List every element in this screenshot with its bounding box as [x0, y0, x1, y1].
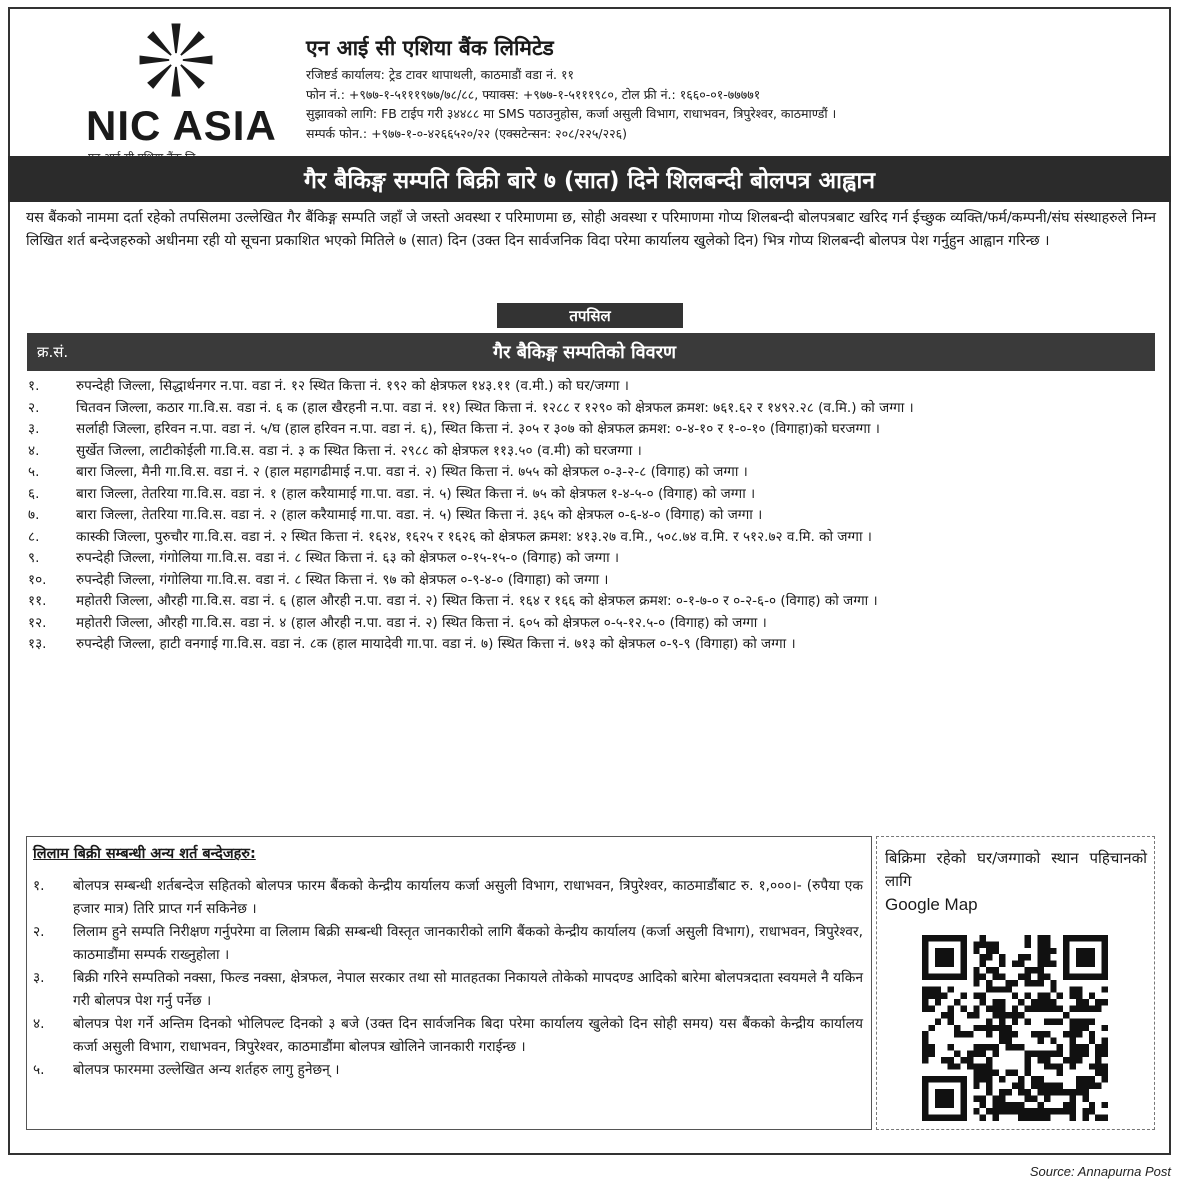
column-description: गैर बैकिङ्ग सम्पतिको विवरण — [493, 342, 677, 363]
item-number: ४. — [28, 442, 40, 459]
item-text: बारा जिल्ला, तेतरिया गा.वि.स. वडा नं. २ (हाल करैयामाई गा.पा. वडा. नं. ५) स्थित कित्ता नं. ३६५ को क्षेत्रफल ०-६-४-० (विगाह) को जग्गा । — [76, 507, 763, 523]
item-number: ६. — [28, 485, 40, 502]
bank-name: एन आई सी एशिया बैंक लिमिटेड — [306, 36, 554, 60]
item-text: बोलपत्र फारममा उल्लेखित अन्य शर्तहरु लागु हुनेछन् । — [73, 1062, 340, 1078]
list-item — [28, 441, 1154, 463]
qr-code-icon[interactable] — [922, 935, 1108, 1121]
item-number: ३. — [28, 421, 40, 437]
tapasil-heading — [497, 303, 683, 328]
bank-logo — [18, 18, 286, 154]
logo-text: NIC ASIA — [86, 102, 277, 149]
list-item — [28, 505, 1154, 527]
item-text: रुपन्देही जिल्ला, गंगोलिया गा.वि.स. वडा नं. ८ स्थित कित्ता नं. ६३ को क्षेत्रफल ०-१५-१५-० (विगाह) को जग्गा । — [76, 550, 620, 566]
map-label: Google Map — [885, 895, 978, 914]
list-item — [28, 548, 1154, 570]
item-text: रुपन्देही जिल्ला, गंगोलिया गा.वि.स. वडा नं. ८ स्थित कित्ता नं. ९७ को क्षेत्रफल ०-९-४-० (विगाहा) को जग्गा । — [76, 571, 609, 588]
bank-address: रजिष्टर्ड कार्यालय: ट्रेड टावर थापाथली, काठमाडौं वडा नं. ११ — [306, 67, 575, 82]
item-number: ५. — [28, 464, 40, 480]
list-item — [28, 591, 1154, 613]
item-text: महोतरी जिल्ला, औरही गा.वि.स. वडा नं. ६ (हाल औरही न.पा. वडा नं. २) स्थित कित्ता नं. १६४ र १६६ को क्षेत्रफल क्रमश: ०-१-७-० र ०-२-६-० (विगाह) को जग्गा । — [76, 593, 878, 609]
list-item — [28, 419, 1154, 441]
item-text: बारा जिल्ला, मैनी गा.वि.स. वडा नं. २ (हाल महागढीमाई न.पा. वडा नं. २) स्थित कित्ता नं. ७५५ को क्षेत्रफल ०-३-२-८ (विगाह) को जग्गा । — [76, 464, 748, 480]
notice-intro: यस बैंकको नाममा दर्ता रहेको तपसिलमा उल्लेखित गैर बैंकिङ्ग सम्पति जहाँ जे जस्तो अवस्था र परिमाणमा छ, सोही अवस्था र परिमाणमा गोप्य शिलबन्दी बोलपत्रबाट खरिद गर्न ईच्छुक व्यक्ति/फर्म/कम्पनी/संघ संस्थाहरुले निम्न लिखित शर्त बन्देजहरुको अधीनमा रही यो सूचना प्रकाशित भएको मितिले ७ (सात) दिन (उक्त दिन सार्वजनिक विदा परेमा कार्यालय खुलेको दिन) भित्र गोप्य शिलबन्दी बोलपत्र पेश गर्नुहुन आह्वान गरिन्छ । — [26, 210, 1156, 249]
item-number: १२. — [28, 614, 47, 631]
item-text: बारा जिल्ला, तेतरिया गा.वि.स. वडा नं. १ (हाल करैयामाई गा.पा. वडा. नं. ५) स्थित कित्ता नं. ७५ को क्षेत्रफल १-४-५-० (विगाह) को जग्गा । — [76, 485, 756, 502]
list-item — [28, 613, 1154, 635]
list-item — [28, 634, 1154, 656]
item-text: रुपन्देही जिल्ला, सिद्धार्थनगर न.पा. वडा नं. १२ स्थित कित्ता नं. १९२ को क्षेत्रफल १४३.११ (व.मी.) को घर/जग्गा । — [76, 378, 629, 394]
list-item — [28, 527, 1154, 549]
bank-suggestion: सुझावको लागि: FB टाईप गरी ३४४८८ मा SMS पठाउनुहोस, कर्जा असुली विभाग, राधाभवन, त्रिपुरेश्वर, काठमाण्डौं । — [306, 106, 837, 121]
item-text: कास्की जिल्ला, पुरुचौर गा.वि.स. वडा नं. २ स्थित कित्ता नं. १६२४, १६२५ र १६२६ को क्षेत्रफल क्रमश: ४१३.२७ व.मि., ५०८.७४ व.मि. र ५१२.७२ व.मि. को जग्गा । — [76, 528, 872, 545]
list-item — [33, 875, 863, 921]
conditions-box — [26, 836, 872, 1130]
item-text: चितवन जिल्ला, कठार गा.वि.स. वडा नं. ६ क (हाल खैरहनी न.पा. वडा नं. ११) स्थित कित्ता नं. १२८८ र १२९० को क्षेत्रफल क्रमश: ७६१.६२ र १४९२.२८ (व.मि.) को जग्गा । — [76, 399, 914, 416]
list-item — [33, 967, 863, 1013]
item-text: रुपन्देही जिल्ला, हाटी वनगाई गा.वि.स. वडा नं. ८क (हाल मायादेवी गा.पा. वडा नं. ७) स्थित कित्ता नं. ७१३ को क्षेत्रफल ०-९-९ (विगाहा) को जग्गा । — [76, 636, 796, 652]
item-number: १. — [33, 878, 45, 894]
list-item — [28, 484, 1154, 506]
item-text: लिलाम हुने सम्पति निरीक्षण गर्नुपरेमा वा लिलाम बिक्री सम्बन्धी विस्तृत जानकारीको लागि बैंकको केन्द्रीय कार्यालय (कर्जा असुली विभाग), राधाभवन, त्रिपुरेश्वर, काठमाडौंमा सम्पर्क राख्नुहोला । — [73, 924, 863, 963]
item-text: बोलपत्र सम्बन्धी शर्तबन्देज सहितको बोलपत्र फारम बैंकको केन्द्रीय कार्यालय कर्जा असुली विभाग, राधाभवन, त्रिपुरेश्वर, काठमाडौंबाट रु. १,०००।- (रुपैया एक हजार मात्र) तिरि प्राप्त गर्न सकिनेछ । — [73, 878, 863, 917]
item-number: ७. — [28, 507, 40, 523]
tapasil-text: तपसिल — [569, 306, 611, 325]
bank-info — [306, 34, 1156, 143]
conditions-list — [33, 875, 863, 1082]
item-number: २. — [33, 924, 45, 940]
item-number: २. — [28, 399, 40, 416]
list-item — [28, 570, 1154, 592]
item-text: बिक्री गरिने सम्पतिको नक्सा, फिल्ड नक्सा, क्षेत्रफल, नेपाल सरकार तथा सो मातहतका निकायले तोकेको मापदण्ड आदिको बारेमा बोलपत्रदाता स्वयमले नै यकिन गरी बोलपत्र पेश गर्नु पर्नेछ । — [73, 970, 863, 1009]
list-item — [28, 398, 1154, 420]
map-description: बिक्रिमा रहेको घर/जग्गाको स्थान पहिचानको लागि — [885, 849, 1147, 890]
property-list — [28, 376, 1154, 656]
list-item — [28, 376, 1154, 398]
item-text: सर्लाही जिल्ला, हरिवन न.पा. वडा नं. ५/घ (हाल हरिवन न.पा. वडा नं. ६), स्थित कित्ता नं. ३०५ र ३०७ को क्षेत्रफल क्रमश: ०-४-१० र १-०-१० (विगाहा)को घरजग्गा । — [76, 421, 880, 437]
list-item — [28, 462, 1154, 484]
list-item — [33, 1013, 863, 1059]
item-number: ८. — [28, 528, 40, 545]
map-box — [876, 836, 1155, 1130]
nic-asia-star-icon — [138, 22, 214, 98]
item-number: १. — [28, 378, 40, 394]
bank-contact: सम्पर्क फोन.: +९७७-१-०-४२६६५२०/२२ (एक्सटेन्सन: २०८/२२५/२२६) — [306, 125, 627, 141]
item-text: बोलपत्र पेश गर्ने अन्तिम दिनको भोलिपल्ट दिनको ३ बजे (उक्त दिन सार्वजनिक बिदा परेमा कार्यालय खुलेको दिन सोही समय) यस बैंकको केन्द्रीय कार्यालय कर्जा असुली विभाग, राधाभवन, त्रिपुरेश्वर, काठमाडौंमा बोलपत्र खोलिने जानकारी गराईन्छ । — [73, 1016, 863, 1055]
item-number: ९. — [28, 550, 40, 566]
table-header — [27, 333, 1155, 371]
item-number: १३. — [28, 636, 47, 652]
item-number: १०. — [28, 571, 47, 588]
item-text: सुर्खेत जिल्ला, लाटीकोईली गा.वि.स. वडा नं. ३ क स्थित कित्ता नं. २९८८ को क्षेत्रफल ११३.५० (व.मी) को घरजग्गा । — [76, 442, 642, 459]
bank-phone: फोन नं.: +९७७-१-५१११९७७/७८/८८, फ्याक्स: +९७७-१-५१११९८०, टोल फ्री नं.: १६६०-०१-७७७७१ — [306, 86, 761, 102]
column-serial: क्र.सं. — [37, 343, 69, 361]
notice-title-text: गैर बैकिङ्ग सम्पति बिक्री बारे ७ (सात) दिने शिलबन्दी बोलपत्र आह्वान — [303, 168, 876, 194]
item-number: ३. — [33, 970, 45, 986]
item-text: महोतरी जिल्ला, औरही गा.वि.स. वडा नं. ४ (हाल औरही न.पा. वडा नं. २) स्थित कित्ता नं. ६०५ को क्षेत्रफल ०-५-१२.५-० (विगाह) को जग्गा । — [76, 614, 767, 631]
item-number: ४. — [33, 1016, 45, 1032]
conditions-title: लिलाम बिक्री सम्बन्धी अन्य शर्त बन्देजहरु: — [33, 846, 256, 862]
item-number: ११. — [28, 593, 47, 609]
list-item — [33, 1059, 863, 1082]
source-credit: Source: Annapurna Post — [1029, 1164, 1171, 1179]
item-number: ५. — [33, 1062, 45, 1078]
list-item — [33, 921, 863, 967]
notice-title — [8, 156, 1171, 202]
